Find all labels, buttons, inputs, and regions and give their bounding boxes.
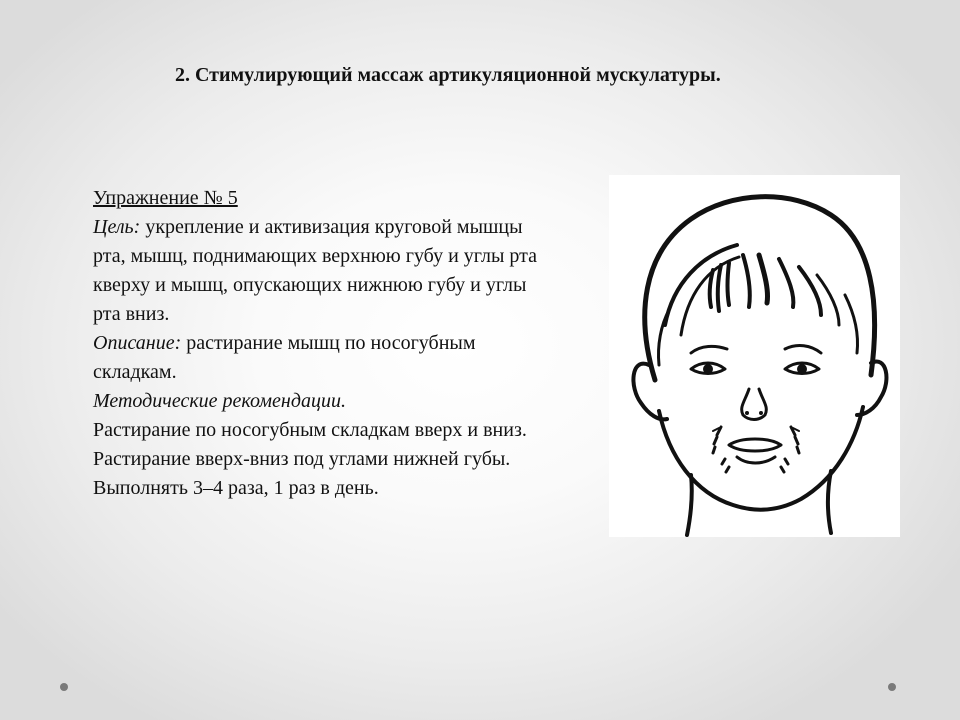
recommendations-text: Растирание по носогубным складкам вверх и вниз. Растирание вверх-вниз под углами нижней губы. Выполнять 3–4 раза, 1 раз в день. [93,419,527,499]
goal-label: Цель: [93,216,141,238]
exercise-text [74,184,544,503]
slide-title: 2. Стимулирующий массаж артикуляционной мускулатуры. [175,64,721,86]
nav-dot-right [888,683,896,691]
child-face-icon [609,175,900,537]
goal-text: укрепление и активизация круговой мышцы рта, мышц, поднимающих верхнюю губу и углы рта кверху и мышц, опускающих нижнюю губу и углы рта вниз. [93,216,537,325]
nav-dot-left [60,683,68,691]
description-text: растирание мышц по носогубным складкам. [93,332,476,383]
face-illustration [609,175,900,537]
exercise-heading: Упражнение № 5 [93,187,238,209]
recommendations-label: Методические рекомендации. [93,390,346,412]
description-label: Описание: [93,332,182,354]
